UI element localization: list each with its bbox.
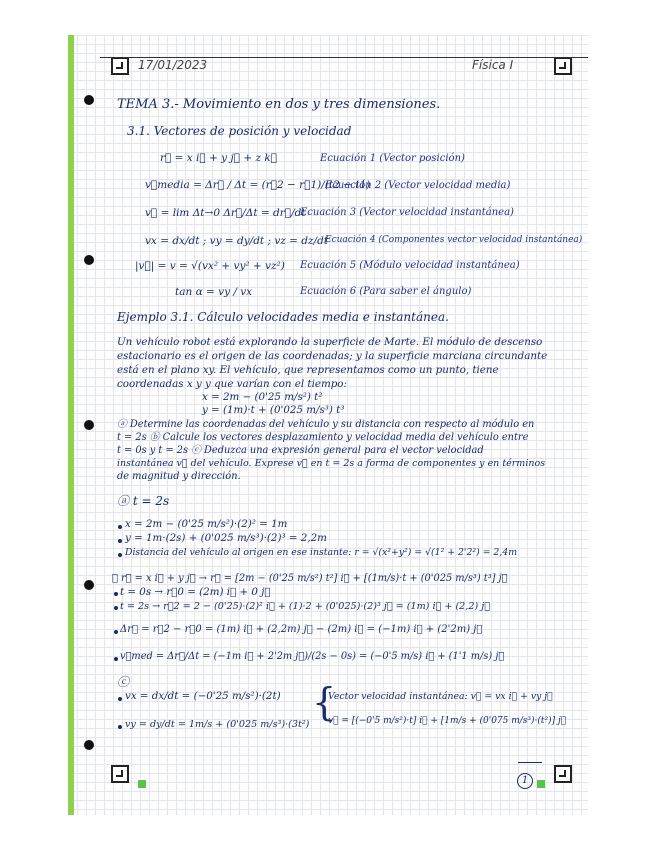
bullet xyxy=(114,657,118,661)
margin-bar xyxy=(68,35,74,815)
equation-4-label: Ecuación 4 (Componentes vector velocidad instantánea) xyxy=(325,235,583,245)
bullet xyxy=(118,697,122,701)
bullet xyxy=(118,525,122,529)
equation-2: v⃗media = Δr⃗ / Δt = (r⃗2 − r⃗1)/(t2 − t1) xyxy=(145,179,371,191)
bullet xyxy=(114,630,118,634)
binder-hole xyxy=(84,420,94,430)
corner-logo-icon xyxy=(111,765,129,783)
x-equation: x = 2m − (0'25 m/s²) t² xyxy=(202,391,323,403)
page-number: 1 xyxy=(517,773,533,789)
equation-1-label: Ecuación 1 (Vector posición) xyxy=(320,153,465,164)
green-square xyxy=(138,780,146,788)
part-b-line: Δr⃗ = r⃗2 − r⃗0 = (1m) i⃗ + (2,2m) j⃗ − (2m) i⃗ = (−1m) i⃗ + (2'2m) j⃗ xyxy=(120,624,483,635)
part-a-heading: ⓐ t = 2s xyxy=(117,494,170,508)
section-title: 3.1. Vectores de posición y velocidad xyxy=(127,124,352,138)
binder-hole xyxy=(84,95,94,105)
velocity-vector-title: Vector velocidad instantánea: v⃗ = vx i⃗ + vy j⃗ xyxy=(328,691,553,702)
equation-4: vx = dx/dt ; vy = dy/dt ; vz = dz/dt xyxy=(145,235,329,247)
part-a-line: x = 2m − (0'25 m/s²)·(2)² = 1m xyxy=(125,518,288,530)
question-line: instantánea v⃗ del vehículo. Exprese v⃗ en t = 2s a forma de componentes y en términos xyxy=(117,458,546,469)
equation-5-label: Ecuación 5 (Módulo velocidad instantánea) xyxy=(300,260,520,271)
equation-6-label: Ecuación 6 (Para saber el ángulo) xyxy=(300,286,472,297)
part-a-line: y = 1m·(2s) + (0'025 m/s³)·(2)³ = 2,2m xyxy=(125,532,327,544)
part-b-line: v⃗med = Δr⃗/Δt = (−1m i⃗ + 2'2m j⃗)/(2s − 0s) = (−0'5 m/s) i⃗ + (1'1 m/s) j⃗ xyxy=(120,651,505,662)
velocity-vector-expression: v⃗ = [(−0'5 m/s²)·t] i⃗ + [1m/s + (0'075 m/s³)·(t²)] j⃗ xyxy=(328,716,567,726)
equation-6: tan α = vy / vx xyxy=(175,286,253,298)
bullet xyxy=(118,539,122,543)
part-c-heading: ⓒ xyxy=(117,675,130,689)
y-equation: y = (1m)·t + (0'025 m/s³) t³ xyxy=(202,404,345,416)
part-b-line: ⓑ r⃗ = x i⃗ + y j⃗ → r⃗ = [2m − (0'25 m/s²) t²] i⃗ + [(1m/s)·t + (0'025 m/s³) t³] j⃗ xyxy=(112,573,508,584)
green-square xyxy=(537,780,545,788)
statement-line: coordenadas x y y que varían con el tiempo: xyxy=(117,378,347,390)
binder-hole xyxy=(84,740,94,750)
statement-line: está en el plano xy. El vehículo, que representamos como un punto, tiene xyxy=(117,364,499,376)
question-line: ⓐ Determine las coordenadas del vehículo y su distancia con respecto al módulo en xyxy=(117,419,535,430)
date-field: 17/01/2023 xyxy=(138,58,208,72)
question-line: de magnitud y dirección. xyxy=(117,471,241,482)
part-b-line: t = 2s → r⃗2 = 2 − (0'25)·(2)² i⃗ + (1)·2 + (0'025)·(2)³ j⃗ = (1m) i⃗ + (2,2) j⃗ xyxy=(120,601,490,612)
corner-logo-icon xyxy=(554,765,572,783)
equation-3: v⃗ = lim Δt→0 Δr⃗/Δt = dr⃗/dt xyxy=(145,207,306,219)
topic-title: TEMA 3.- Movimiento en dos y tres dimensiones. xyxy=(117,97,441,112)
equation-1: r⃗ = x i⃗ + y j⃗ + z k⃗ xyxy=(160,152,278,164)
question-line: t = 0s y t = 2s ⓒ Deduzca una expresión general para el vector velocidad xyxy=(117,445,484,456)
arrow-line xyxy=(518,762,542,763)
vx-expression: vx = dx/dt = (−0'25 m/s²)·(2t) xyxy=(125,690,281,702)
binder-hole xyxy=(84,580,94,590)
equation-5: |v⃗| = v = √(vx² + vy² + vz²) xyxy=(135,260,285,272)
bullet xyxy=(114,606,118,610)
equation-2-label: Ecuación 2 (Vector velocidad media) xyxy=(325,180,511,191)
statement-line: estacionario es el origen de las coordenadas; y la superficie marciana circundante xyxy=(117,350,548,362)
question-line: t = 2s ⓑ Calcule los vectores desplazamiento y velocidad media del vehículo entre xyxy=(117,432,529,443)
bullet xyxy=(118,725,122,729)
corner-logo-icon xyxy=(554,57,572,75)
subject-field: Física I xyxy=(472,58,514,72)
bullet xyxy=(118,553,122,557)
part-a-line: Distancia del vehículo al origen en ese instante: r = √(x²+y²) = √(1² + 2'2²) = 2,4m xyxy=(125,547,518,558)
curly-brace: { xyxy=(312,680,337,724)
part-b-line: t = 0s → r⃗0 = (2m) i⃗ + 0 j⃗ xyxy=(120,586,271,598)
corner-logo-icon xyxy=(111,57,129,75)
binder-hole xyxy=(84,255,94,265)
bullet xyxy=(114,592,118,596)
vy-expression: vy = dy/dt = 1m/s + (0'025 m/s³)·(3t²) xyxy=(125,719,310,730)
example-title: Ejemplo 3.1. Cálculo velocidades media e instantánea. xyxy=(117,310,449,324)
equation-3-label: Ecuación 3 (Vector velocidad instantánea) xyxy=(300,207,514,218)
statement-line: Un vehículo robot está explorando la superficie de Marte. El módulo de descenso xyxy=(117,336,543,348)
